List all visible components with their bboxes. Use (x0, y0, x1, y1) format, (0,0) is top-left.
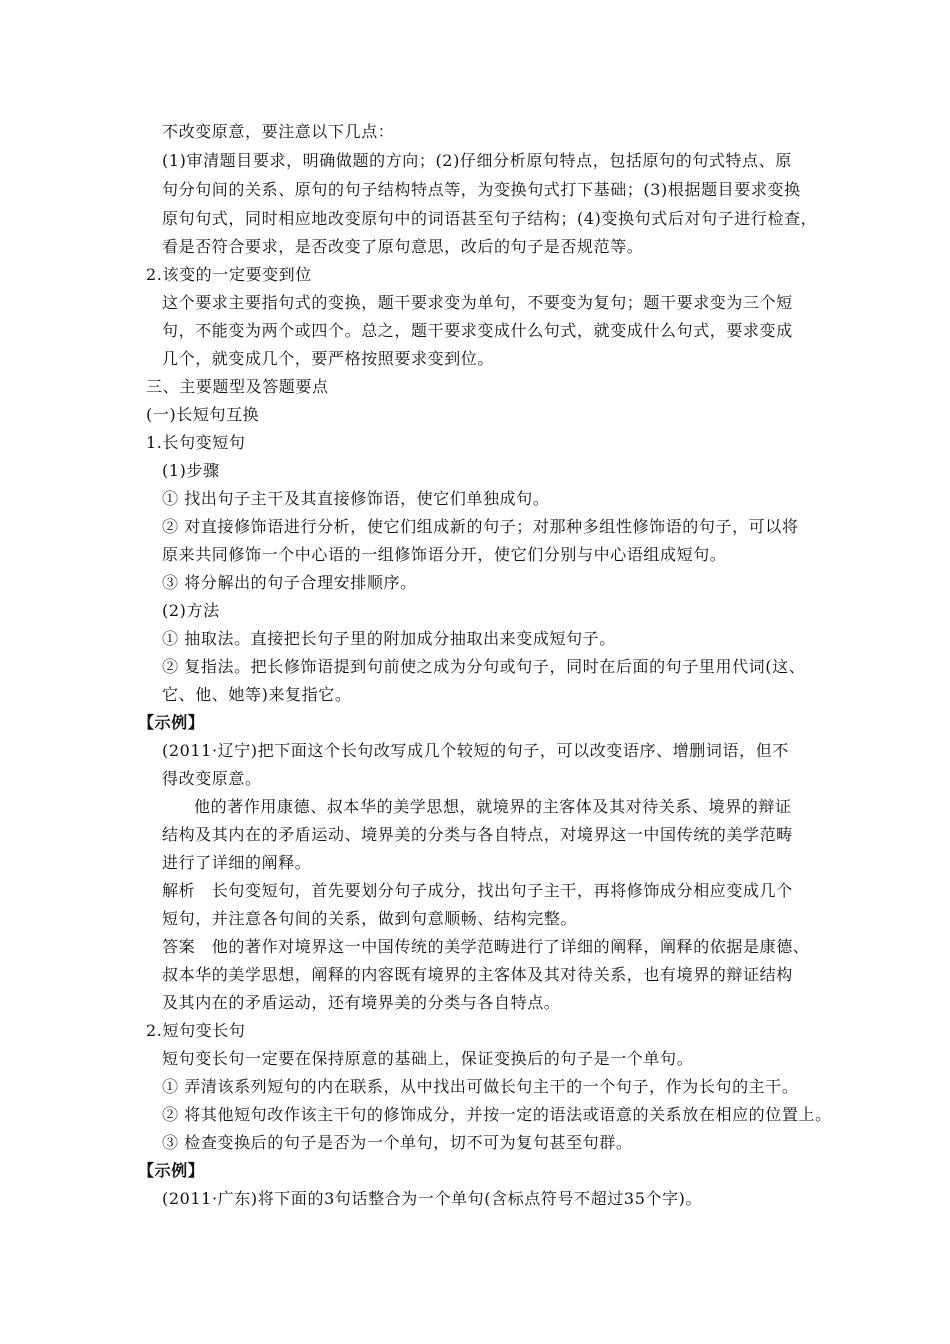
text-line: ② 对直接修饰语进行分析，使它们组成新的句子；对那种多组性修饰语的句子，可以将 (162, 517, 799, 536)
text-line: 得改变原意。 (162, 769, 262, 788)
section-heading: (一)长短句互换 (146, 405, 260, 424)
section-heading: 三、主要题型及答题要点 (146, 377, 329, 396)
text-line: ① 抽取法。直接把长句子里的附加成分抽取出来变成短句子。 (162, 629, 616, 648)
text-line: ② 将其他短句改作该主干句的修饰成分，并按一定的语法或语意的关系放在相应的位置上。 (162, 1105, 832, 1124)
text-line: 句分句间的关系、原句的句子结构特点等，为变换句式打下基础；(3)根据题目要求变换 (162, 180, 801, 199)
text-line: 答案 他的著作对境界这一中国传统的美学范畴进行了详细的阐释，阐释的依据是康德、 (162, 937, 810, 956)
text-line: 原句句式，同时相应地改变原句中的词语甚至句子结构；(4)变换句式后对句子进行检查， (162, 209, 818, 228)
text-line: (2011·辽宁)把下面这个长句改写成几个较短的句子，可以改变语序、增删词语，但不 (162, 741, 789, 760)
example-label: 【示例】 (138, 1161, 205, 1180)
text-line: ② 复指法。把长修饰语提到句前使之成为分句或句子，同时在后面的句子里用代词(这、 (162, 657, 806, 676)
text-line: 进行了详细的阐释。 (162, 853, 312, 872)
text-line: 短句变长句一定要在保持原意的基础上，保证变换后的句子是一个单句。 (162, 1049, 694, 1068)
text-line: 他的著作用康德、叔本华的美学思想，就境界的主客体及其对待关系、境界的辩证 (194, 797, 792, 816)
text-line: 几个，就变成几个，要严格按照要求变到位。 (162, 349, 495, 368)
text-line: ① 找出句子主干及其直接修饰语，使它们单独成句。 (162, 489, 550, 508)
text-line: 看是否符合要求，是否改变了原句意思，改后的句子是否规范等。 (162, 237, 644, 256)
text-line: 不改变原意，要注意以下几点： (162, 122, 395, 141)
section-heading: 1.长句变短句 (146, 433, 246, 452)
text-line: 短句，并注意各句间的关系，做到句意顺畅、结构完整。 (162, 909, 578, 928)
text-line: 及其内在的矛盾运动，还有境界美的分类与各自特点。 (162, 993, 561, 1012)
text-line: ③ 检查变换后的句子是否为一个单句，切不可为复句甚至句群。 (162, 1133, 633, 1152)
example-label: 【示例】 (138, 713, 205, 732)
text-line: ③ 将分解出的句子合理安排顺序。 (162, 573, 417, 592)
text-line: ① 弄清该系列短句的内在联系，从中找出可做长句主干的一个句子，作为长句的主干。 (162, 1077, 799, 1096)
text-line: 结构及其内在的矛盾运动、境界美的分类与各自特点，对境界这一中国传统的美学范畴 (162, 825, 793, 844)
text-line: (1)审清题目要求，明确做题的方向；(2)仔细分析原句特点，包括原句的句式特点、原 (162, 151, 792, 170)
text-line: 原来共同修饰一个中心语的一组修饰语分开，使它们分别与中心语组成短句。 (162, 545, 727, 564)
text-line: 叔本华的美学思想，阐释的内容既有境界的主客体及其对待关系，也有境界的辩证结构 (162, 965, 793, 984)
text-line: 这个要求主要指句式的变换，题干要求变为单句，不要变为复句；题干要求变为三个短 (162, 293, 793, 312)
text-line: 解析 长句变短句，首先要划分句子成分，找出句子主干，再将修饰成分相应变成几个 (162, 881, 793, 900)
subheading: (2)方法 (162, 601, 220, 620)
subheading: (1)步骤 (162, 461, 220, 480)
text-line: 句，不能变为两个或四个。总之，题干要求变成什么句式，就变成什么句式，要求变成 (162, 321, 793, 340)
text-line: 它、他、她等)来复指它。 (162, 685, 352, 704)
text-line: (2011·广东)将下面的3句话整合为一个单句(含标点符号不超过35个字)。 (162, 1189, 703, 1208)
section-heading: 2.该变的一定要变到位 (146, 265, 312, 284)
section-heading: 2.短句变长句 (146, 1021, 246, 1040)
